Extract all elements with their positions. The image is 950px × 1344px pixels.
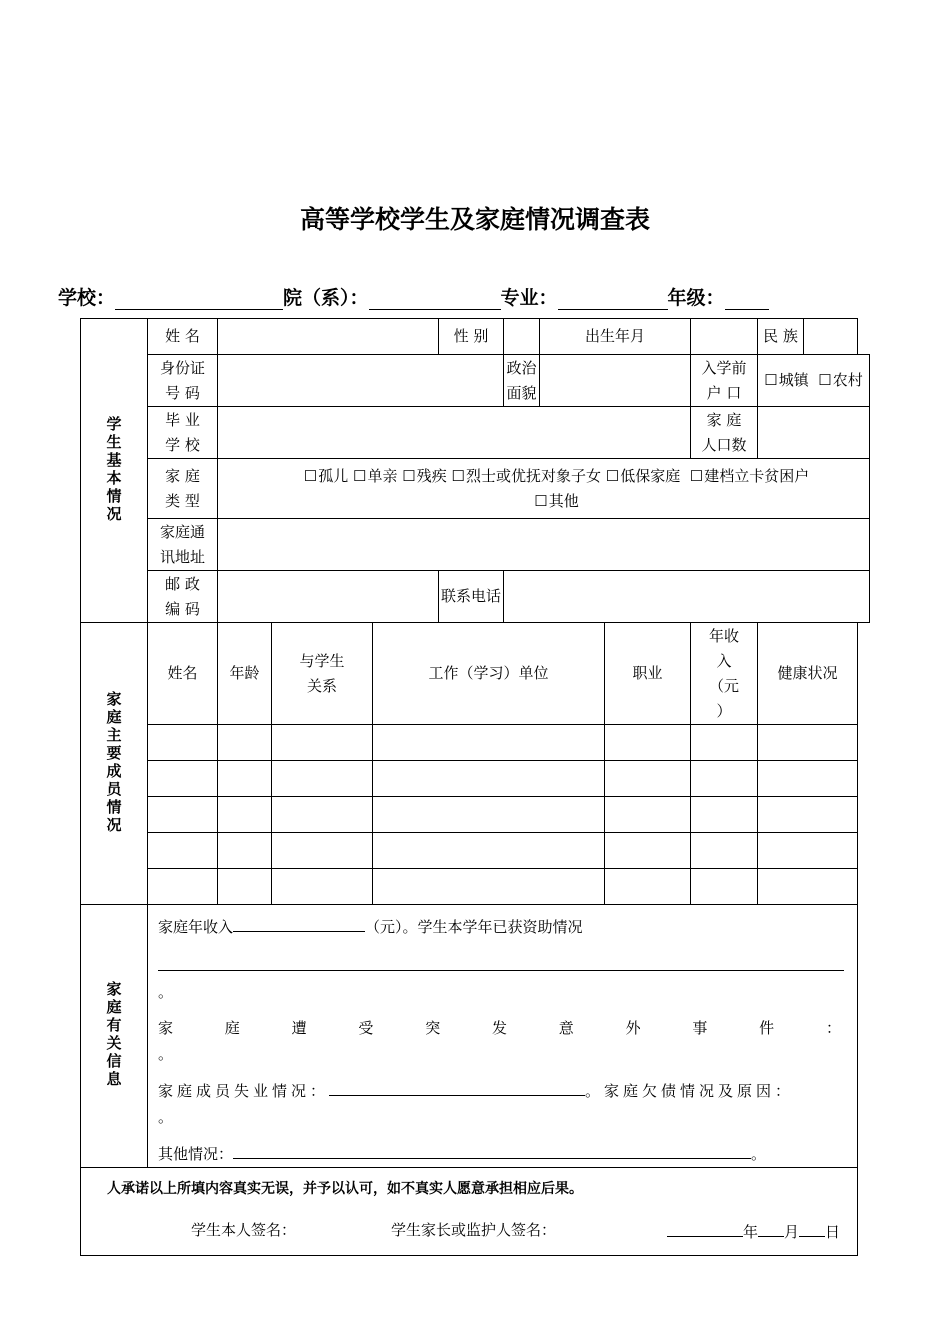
table-row — [81, 833, 870, 869]
id-field[interactable] — [218, 355, 504, 407]
section-basic: 学生基本情况 — [81, 319, 148, 623]
address-label: 家庭通 讯地址 — [148, 519, 218, 571]
date-field: 年 月 日 — [667, 1218, 840, 1245]
col-member-name: 姓名 — [148, 623, 218, 725]
birth-label: 出生年月 — [540, 319, 691, 355]
checkbox-low-income[interactable]: ☐ 低保家庭 — [606, 467, 680, 485]
accident-line: 家 庭 遭 受 突 发 意 外 事 件 ： — [158, 1019, 841, 1037]
family-pop-field[interactable] — [758, 407, 870, 459]
other-line: 其他情况： 。 — [158, 1140, 841, 1167]
form-header — [58, 283, 898, 310]
related-info: 家庭年收入 （元）。学生本学年已获资助情况 。 家 庭 遭 受 突 发 意 外 事 件 ： 。 家庭成员失业情况： 。家庭欠债情况及原因： 。 其他情况： 。 — [148, 905, 858, 1168]
major-label: 专业： — [500, 287, 558, 309]
col-member-age: 年龄 — [218, 623, 272, 725]
ethnic-label: 民 族 — [758, 319, 804, 355]
grad-school-field[interactable] — [218, 407, 691, 459]
col-member-relation: 与学生 关系 — [272, 623, 373, 725]
checkbox-poverty-card[interactable]: ☐ 建档立卡贫困户 — [690, 467, 809, 485]
checkbox-other[interactable]: ☐ 其他 — [534, 492, 578, 510]
ethnic-field[interactable] — [804, 319, 858, 355]
table-row — [81, 797, 870, 833]
col-member-health: 健康状况 — [758, 623, 858, 725]
survey-table — [80, 318, 870, 1256]
school-blank[interactable] — [115, 289, 283, 310]
form-title: 高等学校学生及家庭情况调查表 — [299, 205, 650, 234]
checkbox-disabled[interactable]: ☐ 残疾 — [402, 467, 446, 485]
major-blank[interactable] — [558, 289, 668, 310]
aid-line: 。 — [158, 952, 841, 1005]
year-blank[interactable] — [667, 1218, 743, 1237]
checkbox-urban[interactable]: ☐ 城镇 — [764, 371, 808, 389]
political-label: 政治 面貌 — [504, 355, 540, 407]
other-blank[interactable] — [233, 1140, 751, 1159]
checkbox-single-parent[interactable]: ☐ 单亲 — [353, 467, 397, 485]
college-label: 院（系）： — [283, 287, 369, 309]
promise-text: 人承诺以上所填内容真实无误，并予以认可，如不真实人愿意承担相应后果。 — [107, 1181, 583, 1197]
income-blank[interactable] — [233, 913, 365, 932]
checkbox-orphan[interactable]: ☐ 孤儿 — [304, 467, 348, 485]
col-member-work: 工作（学习）单位 — [373, 623, 605, 725]
birth-field[interactable] — [691, 319, 758, 355]
grad-school-label: 毕 业 学 校 — [148, 407, 218, 459]
college-blank[interactable] — [369, 289, 501, 310]
section-related: 家庭有关信息 — [81, 905, 148, 1168]
section-family: 家庭主要成员情况 — [81, 623, 148, 905]
grade-label: 年级： — [667, 287, 725, 309]
name-label: 姓 名 — [148, 319, 218, 355]
day-blank[interactable] — [799, 1218, 825, 1237]
unemployment-line: 家庭成员失业情况： 。家庭欠债情况及原因： — [158, 1077, 841, 1104]
aid-blank[interactable] — [158, 952, 844, 971]
school-label: 学校： — [58, 287, 116, 309]
table-row — [81, 761, 870, 797]
phone-label: 联系电话 — [439, 571, 504, 623]
hukou-options — [758, 355, 870, 407]
table-row — [81, 869, 870, 905]
unemployment-blank[interactable] — [329, 1077, 585, 1096]
gender-field[interactable] — [504, 319, 540, 355]
checkbox-martyr[interactable]: ☐ 烈士或优抚对象子女 — [452, 467, 601, 485]
phone-field[interactable] — [504, 571, 870, 623]
political-field[interactable] — [540, 355, 691, 407]
month-blank[interactable] — [758, 1218, 784, 1237]
name-field[interactable] — [218, 319, 439, 355]
gender-label: 性 别 — [439, 319, 504, 355]
table-row — [81, 725, 870, 761]
family-pop-label: 家 庭 人口数 — [691, 407, 758, 459]
id-label: 身份证 号 码 — [148, 355, 218, 407]
family-type-label: 家 庭 类 型 — [148, 459, 218, 519]
address-field[interactable] — [218, 519, 870, 571]
grade-blank[interactable] — [725, 289, 769, 310]
promise-section — [81, 1168, 858, 1256]
col-member-job: 职业 — [605, 623, 691, 725]
zip-field[interactable] — [218, 571, 439, 623]
family-type-options — [218, 459, 870, 519]
zip-label: 邮 政 编 码 — [148, 571, 218, 623]
student-sign-label: 学生本人签名： — [191, 1221, 297, 1239]
hukou-label: 入学前 户 口 — [691, 355, 758, 407]
income-line: 家庭年收入 （元）。学生本学年已获资助情况 — [158, 913, 841, 940]
parent-sign-label: 学生家长或监护人签名： — [391, 1221, 557, 1239]
checkbox-rural[interactable]: ☐ 农村 — [818, 371, 862, 389]
col-member-income: 年收 入 （元 ） — [691, 623, 758, 725]
